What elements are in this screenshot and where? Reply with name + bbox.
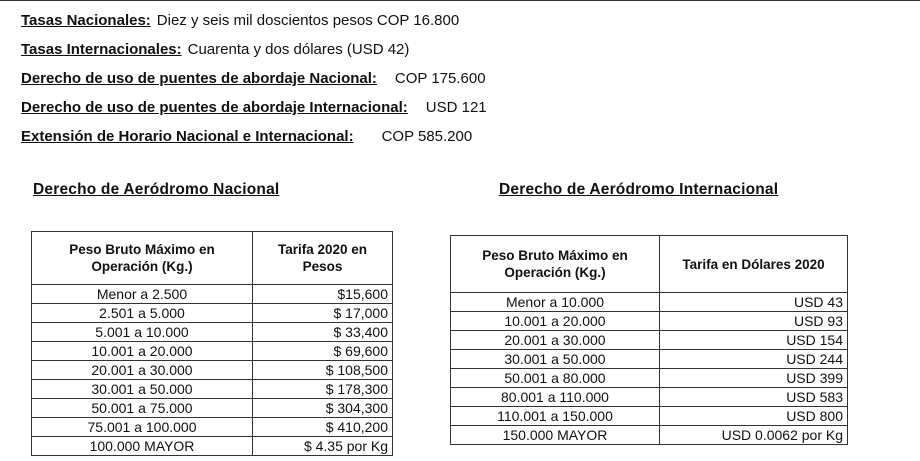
table-row xyxy=(32,399,393,418)
weight-cell: 10.001 a 20.000 xyxy=(32,342,253,361)
table-row xyxy=(32,304,393,323)
fee-line-bridge-international xyxy=(21,99,487,128)
fee-value: Diez y seis mil doscientos pesos COP 16.800 xyxy=(156,12,460,29)
fee-lines xyxy=(21,12,487,157)
fee-label: Extensión de Horario Nacional e Internacional: xyxy=(21,128,354,145)
tariff-cell: $15,600 xyxy=(253,285,393,304)
tariff-cell: $ 410,200 xyxy=(253,418,393,437)
tariff-cell: USD 93 xyxy=(660,312,848,331)
table-row xyxy=(451,350,848,369)
fee-line-international xyxy=(21,41,487,70)
tariff-cell: $ 304,300 xyxy=(253,399,393,418)
tariff-cell: USD 0.0062 por Kg xyxy=(660,426,848,445)
weight-cell: 80.001 a 110.000 xyxy=(451,388,660,407)
weight-column-header: Peso Bruto Máximo en Operación (Kg.) xyxy=(451,236,660,293)
table-row xyxy=(32,342,393,361)
fee-line-bridge-national xyxy=(21,70,487,99)
fee-label: Tasas Internacionales: xyxy=(21,41,182,58)
tariff-cell: $ 108,500 xyxy=(253,361,393,380)
fee-label: Tasas Nacionales: xyxy=(21,12,151,29)
weight-cell: 150.000 MAYOR xyxy=(451,426,660,445)
fee-value: COP 175.600 xyxy=(394,70,486,87)
weight-cell: 30.001 a 50.000 xyxy=(451,350,660,369)
fee-label: Derecho de uso de puentes de abordaje Internacional: xyxy=(21,99,408,116)
table-row xyxy=(32,418,393,437)
weight-cell: 50.001 a 75.000 xyxy=(32,399,253,418)
table-row xyxy=(451,407,848,426)
weight-cell: 110.001 a 150.000 xyxy=(451,407,660,426)
weight-cell: 5.001 a 10.000 xyxy=(32,323,253,342)
fee-value: COP 585.200 xyxy=(381,128,473,145)
weight-cell: 20.001 a 30.000 xyxy=(451,331,660,350)
tariff-column-header: Tarifa en Dólares 2020 xyxy=(660,236,848,293)
weight-cell: 100.000 MAYOR xyxy=(32,437,253,456)
table-row xyxy=(32,361,393,380)
table-header-row xyxy=(32,232,393,285)
table-row xyxy=(451,369,848,388)
weight-cell: 50.001 a 80.000 xyxy=(451,369,660,388)
table-row xyxy=(32,437,393,456)
weight-cell: Menor a 10.000 xyxy=(451,293,660,312)
tariff-cell: $ 69,600 xyxy=(253,342,393,361)
fee-line-national xyxy=(21,12,487,41)
weight-cell: 2.501 a 5.000 xyxy=(32,304,253,323)
table-header-row xyxy=(451,236,848,293)
tariff-cell: USD 154 xyxy=(660,331,848,350)
tariff-cell: $ 33,400 xyxy=(253,323,393,342)
fee-value: USD 121 xyxy=(425,99,487,116)
tariff-cell: USD 244 xyxy=(660,350,848,369)
table-row xyxy=(451,293,848,312)
national-fee-table xyxy=(31,231,393,456)
weight-cell: 20.001 a 30.000 xyxy=(32,361,253,380)
table-row xyxy=(32,285,393,304)
fee-line-schedule-extension xyxy=(21,128,487,157)
weight-cell: 75.001 a 100.000 xyxy=(32,418,253,437)
fee-label: Derecho de uso de puentes de abordaje Nacional: xyxy=(21,70,377,87)
tariff-cell: $ 17,000 xyxy=(253,304,393,323)
weight-cell: Menor a 2.500 xyxy=(32,285,253,304)
national-section-title: Derecho de Aeródromo Nacional xyxy=(33,181,280,198)
tariff-cell: USD 399 xyxy=(660,369,848,388)
table-row xyxy=(32,323,393,342)
weight-column-header: Peso Bruto Máximo en Operación (Kg.) xyxy=(32,232,253,285)
table-row xyxy=(451,388,848,407)
table-row xyxy=(32,380,393,399)
international-section-title: Derecho de Aeródromo Internacional xyxy=(499,181,779,198)
tariff-cell: USD 583 xyxy=(660,388,848,407)
tariff-cell: USD 800 xyxy=(660,407,848,426)
international-fee-table xyxy=(450,235,848,445)
weight-cell: 30.001 a 50.000 xyxy=(32,380,253,399)
table-row xyxy=(451,312,848,331)
table-row xyxy=(451,426,848,445)
table-row xyxy=(451,331,848,350)
tariff-cell: USD 43 xyxy=(660,293,848,312)
tariff-column-header: Tarifa 2020 en Pesos xyxy=(253,232,393,285)
weight-cell: 10.001 a 20.000 xyxy=(451,312,660,331)
fee-value: Cuarenta y dos dólares (USD 42) xyxy=(187,41,410,58)
top-border-line xyxy=(0,0,920,1)
tariff-cell: $ 4.35 por Kg xyxy=(253,437,393,456)
tariff-cell: $ 178,300 xyxy=(253,380,393,399)
